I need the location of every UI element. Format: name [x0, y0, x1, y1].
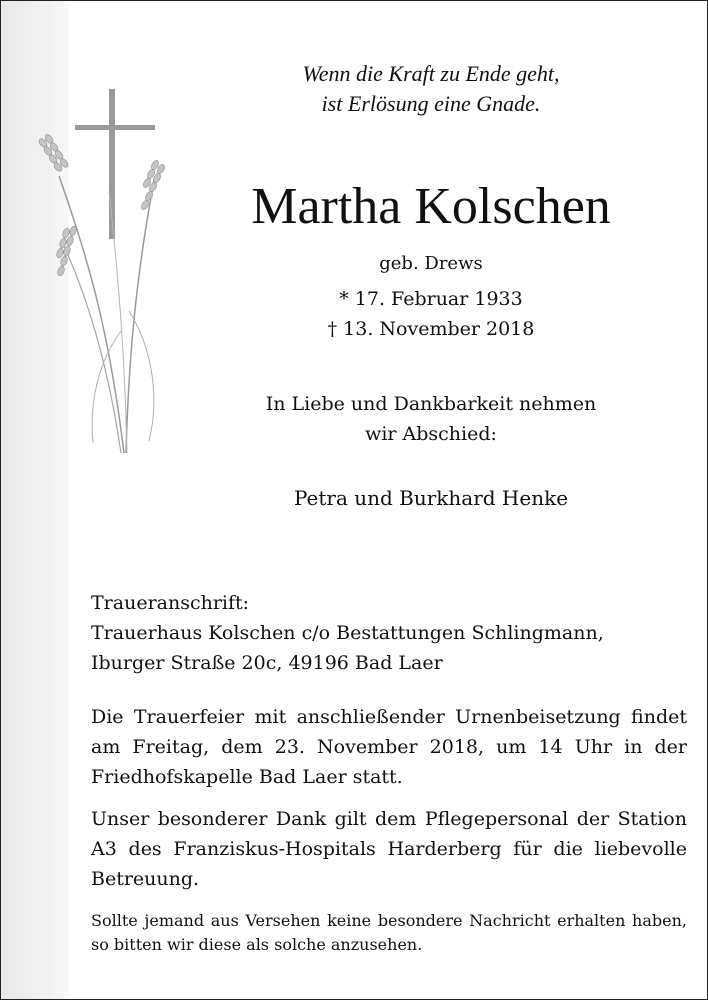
farewell-line-1: In Liebe und Dankbarkeit nehmen	[265, 393, 597, 415]
mourners: Petra und Burkhard Henke	[293, 486, 569, 510]
deceased-name: Martha Kolschen	[251, 178, 611, 235]
motto-line-2: ist Erlösung eine Gnade.	[321, 91, 541, 116]
birth-date: * 17. Februar 1933	[339, 288, 523, 310]
cross-with-wheat-icon	[29, 81, 179, 461]
born-name: geb. Drews	[379, 253, 483, 274]
notice-paragraph: Sollte jemand aus Versehen keine besondere Nachricht erhalten haben, so bitten wir diese als solche anzusehen.	[91, 911, 687, 954]
mourning-address	[91, 588, 687, 678]
address-line-2: Iburger Straße 20c, 49196 Bad Laer	[91, 652, 443, 674]
farewell-line-2: wir Abschied:	[365, 423, 497, 445]
death-date: † 13. November 2018	[327, 318, 535, 340]
ceremony-paragraph: Die Trauerfeier mit anschließender Urnenbeisetzung findet am Freitag, dem 23. November 2018, um 14 Uhr in der Friedhofskapelle Bad Laer statt.	[91, 706, 687, 788]
motto	[181, 59, 681, 119]
thanks-paragraph: Unser besonderer Dank gilt dem Pflegepersonal der Station A3 des Franziskus-Hospitals Harderberg für die liebevolle Betreuung.	[91, 808, 687, 890]
life-dates	[181, 284, 681, 344]
farewell-text	[181, 389, 681, 449]
address-line-1: Trauerhaus Kolschen c/o Bestattungen Schlingmann,	[91, 622, 604, 644]
motto-line-1: Wenn die Kraft zu Ende geht,	[302, 61, 560, 86]
address-label: Traueranschrift:	[91, 592, 250, 614]
